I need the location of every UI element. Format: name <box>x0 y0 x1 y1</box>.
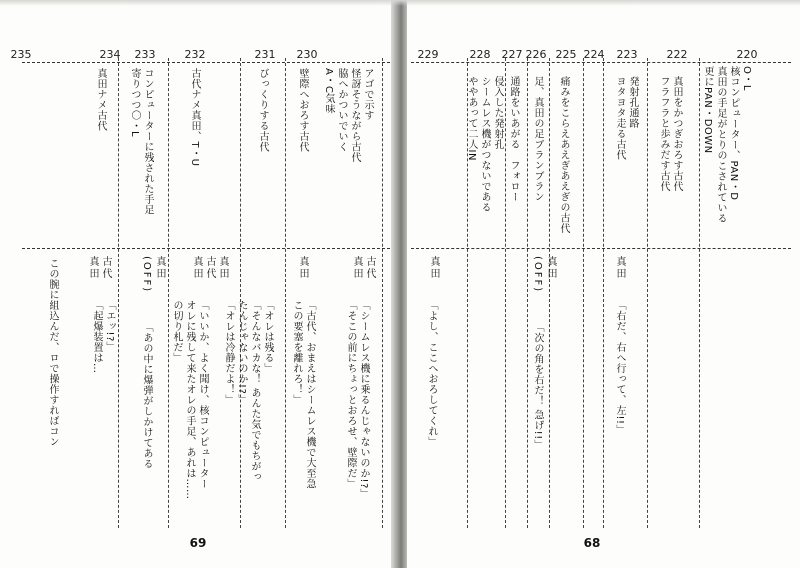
speaker: 真田 <box>614 256 625 280</box>
speaker: 真田 <box>428 256 439 280</box>
shot-number: 224 <box>583 48 605 61</box>
middle-rule <box>411 248 791 249</box>
header-rule <box>411 62 791 63</box>
page-number: 69 <box>189 536 207 550</box>
speaker: 真田(OFF) <box>532 256 556 294</box>
speaker: 古代 真田 <box>351 256 375 280</box>
middle-rule <box>22 248 390 249</box>
shot-number: 228 <box>469 48 491 61</box>
column-rule <box>647 58 648 528</box>
action: アゴで示す 怪訝そうながら古代 脇へかついでいく A・C気味 <box>323 68 373 163</box>
action: 真田ナメ古代 <box>95 68 106 131</box>
column-rule <box>527 58 528 528</box>
dialogue: 「いいか、よく聞け、核コンピューター オレに残して来たオレの手足、あれは…… の切り札だ」 <box>171 300 208 500</box>
page-69 <box>0 0 393 568</box>
shot-number: 227 <box>501 48 523 61</box>
shot-number: 222 <box>666 48 688 61</box>
shot-number: 223 <box>616 48 638 61</box>
speaker: 古代 真田 <box>87 256 111 280</box>
action: コンピューターに残された手足 寄りつつ〇・L <box>129 68 153 215</box>
column-rule <box>603 58 604 528</box>
column-rule <box>505 58 506 528</box>
dialogue: 「右だ、右へ行って、左!!」 <box>614 300 625 436</box>
speaker: 真田 <box>297 256 308 280</box>
page-top-shadow <box>0 0 800 6</box>
shot-number: 234 <box>99 48 121 61</box>
action: 古代ナメ真田、T・U <box>189 68 200 167</box>
shot-number: 226 <box>525 48 547 61</box>
action: びっくりする古代 <box>257 68 268 152</box>
action: 通路をいあがる フォロー <box>508 76 519 202</box>
action: 壁際へおろす古代 <box>297 68 308 152</box>
shot-number: 233 <box>134 48 156 61</box>
column-rule <box>583 58 584 528</box>
action: 真田をかつぎおろす古代 フラフラと歩みだす古代 <box>658 76 682 192</box>
column-rule <box>699 58 700 528</box>
action: 足、真田の足ブランブラン <box>532 76 543 202</box>
shot-number: 229 <box>417 48 439 61</box>
speaker: 真田 古代 真田 <box>191 256 228 280</box>
action: 痛みをこらえあえぎあえぎの古代 <box>558 76 569 234</box>
shot-number: 230 <box>296 48 318 61</box>
dialogue: 「よし、ここへおろしてくれ」 <box>426 300 437 447</box>
speaker: 真田(OFF) <box>141 256 165 294</box>
shot-number: 235 <box>10 48 32 61</box>
column-rule <box>118 58 119 528</box>
dialogue: この腕に組込んだ、ロで操作すればコン <box>47 258 58 447</box>
dialogue: 「シームレス機に乗るんじゃないのか!?」 「そこの前にちょっとおろせ、壁際だ」 <box>345 300 369 500</box>
header-rule <box>22 62 390 63</box>
page-68 <box>407 0 800 568</box>
column-rule <box>285 58 286 528</box>
dialogue: 「エッ!?」 「起爆装置は… <box>91 300 115 374</box>
shot-number: 232 <box>184 48 206 61</box>
page-number: 68 <box>583 536 601 550</box>
column-rule <box>168 58 169 528</box>
shot-number: 220 <box>736 48 758 61</box>
dialogue: 「次の角を右だ！ 急げ!!」 <box>532 322 543 451</box>
dialogue: 「古代、おまえはシームレス機で大至急 この要塞を離れろ！」 <box>291 300 315 489</box>
dialogue: 「オレは残る」 「そんなバカな！ あんた気でもちがっ たんじゃないのか!?」 「オレは冷静だよ！」 <box>223 300 273 483</box>
action: 侵入した発射孔 シームレス機がつないである ややあって二人IN <box>466 76 503 213</box>
column-rule <box>382 58 383 528</box>
shot-number: 225 <box>555 48 577 61</box>
action: O・L 核コンピューター、PAN・D 真田の手足がとりのこされている 更にPAN・DOWN <box>702 66 752 224</box>
action: 発射孔通路 ヨタヨタ走る古代 <box>614 76 638 160</box>
shot-number: 231 <box>254 48 276 61</box>
dialogue: 「あの中に爆弾がしかけてある <box>141 322 152 469</box>
